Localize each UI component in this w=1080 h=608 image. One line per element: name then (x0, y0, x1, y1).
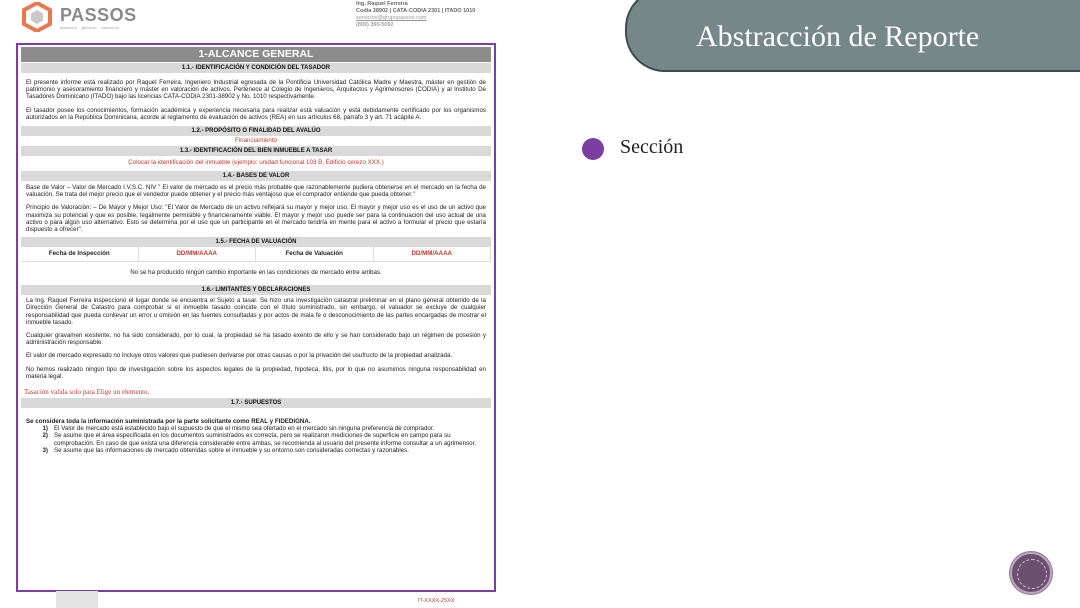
page-footer-tab (56, 591, 98, 608)
list-item-text: Se asume que el área especificada en los documentos suministrados es correcta, pero se realizaron mediciones de superficie en campo para su comprobación. En caso de que exista una diferencia considerable entre ambas, se recomienda al usuario del presente informe consultar a un agrimensor. (54, 432, 477, 447)
list-item (26, 425, 486, 432)
section-1-1-paragraph-2: El tasador posee los conocimientos, formación académica y experiencia necesaria para realizar está valuación y está debidamente certificado por los organismos autorizados en la República Dominicana, acorde al reglamento de evaluación de activos (REA) en sus artículos 68, párrafo 3 y art. 71 acápite A. (26, 106, 486, 121)
section-1-5-title: 1.5.- FECHA DE VALUACIÓN (21, 236, 491, 247)
purpose-value[interactable]: Financiamiento (235, 137, 277, 145)
list-item (26, 447, 486, 454)
section-1-6-paragraph-4: No hemos realizado ningún tipo de investigación sobre los aspectos legales de la propiedad, hipoteca, litis, por lo que no asumimos ninguna responsabilidad en materia legal. (26, 365, 486, 380)
section-1-2-title: 1.2.- PROPÓSITO O FINALIDAD DEL AVALÚO (21, 125, 491, 136)
valuation-date-note: No se ha producido ningún cambio importante en las condiciones de mercado entre ambas. (130, 269, 382, 277)
selected-content-frame[interactable] (16, 43, 496, 592)
section-1-1-title: 1.1.- IDENTIFICACIÓN Y CONDICIÓN DEL TASADOR (21, 62, 491, 73)
logo-tagline: tasación · gestión · asesoría (60, 25, 119, 30)
property-identification-value[interactable]: Colocar la identificación del inmueble (ejemplo: unidad funcional 103 B, Edificio cerezo XXX.) (128, 159, 384, 167)
section-1-3-title: 1.3.- IDENTIFICACIÓN DEL BIEN INMUEBLE A TASAR (21, 145, 491, 156)
passos-logo (22, 0, 142, 36)
valid-for-dropdown[interactable]: Elige un elemento. (96, 388, 150, 397)
section-1-4-paragraph-1: Base de Valor – Valor de Mercado I.V.S.C. NIV " El valor de mercado es el precio más probable que razonablemente pudiera obtenerse en el mercado en la fecha de valuación. Se trata del mejor precio que el vendedor puede obtener y el precio más ventajoso que el comprador entiende que pueda obtener." (26, 184, 486, 199)
report-page (0, 0, 505, 608)
section-label: Sección (620, 136, 684, 158)
contact-block (356, 1, 475, 29)
section-1-6-title: 1.6.- LIMITANTES Y DECLARACIONES (21, 284, 491, 295)
valuation-date-value[interactable]: DD/MM/AAAA (374, 247, 492, 261)
section-1-4-title: 1.4.- BASES DE VALOR (21, 170, 491, 181)
valuation-dates-row (21, 247, 491, 262)
contact-name: Ing. Raquel Ferreira (356, 1, 408, 7)
hexagon-logo-icon (22, 2, 52, 32)
logo-name: PASSOS (60, 5, 137, 25)
seal-logo-icon (1010, 552, 1052, 594)
list-item-number: 3) (42, 446, 48, 454)
contact-email[interactable]: servicios@grupopassos.com (356, 15, 427, 21)
section-1-6-paragraph-2: Cualquier gravamen existente, no ha sido considerado, por lo cual, la propiedad se ha tasado exento de ello y se han considerado bajo un régimen de posesión y administración responsable. (26, 332, 486, 347)
contact-phone: (809) 390-5092 (356, 22, 394, 28)
section-1-1-paragraph-1: El presente informe está realizado por Raquel Ferreira, Ingeniero Industrial egresada de la Pontificia Universidad Católica Madre y Maestra, máster en gestión de patrimonio y asesoramiento financiero y máster en valoración de activos. Pertenece al Colegio de Ingenieros, Arquitectos y Agrimensores (CODIA) y al Instituto De Tasadores Dominicano (ITADO) bajo las licencias CATA-CODIA 2301-38902 y No. 1010 respectivamente. (26, 79, 486, 101)
list-item-number: 1) (42, 425, 48, 433)
section-1-6-paragraph-1: La Ing. Raquel Ferreira inspeccionó el lugar donde se encuentra el Sujeto a tasar. Se hizo una investigación catastral preliminar en el plano general obtenido de la Dirección General de Catastro para comprobar si el inmueble tasado coincide con el título suministrado, sin embargo, el valuador se excluye de cualquier responsabilidad que pueda conllevar un error u omisión en las fuentes consultadas y por actos de mala fe o desconocimiento de las partes encargadas de mostrar el inmueble tasado. (26, 297, 486, 326)
inspection-date-value[interactable]: DD/MM/AAAA (139, 247, 257, 261)
valuation-date-label: Fecha de Valuación (256, 247, 374, 261)
report-code: IT-XXXX-25XX (418, 598, 455, 604)
inspection-date-label: Fecha de Inspección (21, 247, 139, 261)
section-1-7-title: 1.7.- SUPUESTOS (21, 397, 491, 408)
valid-for-prefix: Tasación valida solo para (24, 388, 95, 397)
section-1-7-intro: Se considera toda la información suministrada por la parte solicitante como REAL y FIDEDIGNA. (26, 418, 311, 426)
list-item-number: 2) (42, 432, 48, 440)
bullet-dot-icon (582, 138, 604, 160)
section-1-4-paragraph-2: Principio de Valoración: – De Mayor y Mejor Uso: "El Valor de Mercado de un activo reflejará su mayor y mejor uso. El mayor y mejor uso es el uso de un activo que maximiza su potencial y que es posible, legalmente permisible y financieramente viable. El mayor y mejor uso puede ser para la continuación del uso actual de una activo o para algún uso alternativo. Esto se determina por el uso que un participante en el mercado tendría en mente para el activo a formular el precio que estaría dispuesto a ofrecer". (26, 204, 486, 234)
slide-title: Abstracción de Reporte (696, 20, 980, 53)
section-1-6-paragraph-3: El valor de mercado expresado no incluye otros valores que pudiesen derivarse por otras causas o por la privación del usufructo de la propiedad analizada. (26, 352, 453, 360)
assumptions-list (26, 425, 486, 454)
list-item-text: El Valor de mercado está establecido bajo el supuesto de que el mismo sea ofertado en el mercado sin ninguna preferencia de comprador. (54, 425, 435, 433)
valid-for-line (24, 388, 488, 397)
contact-codes: Codia 38902 | CATA-CODIA 2301 | ITADO 1010 (356, 8, 476, 14)
list-item (26, 432, 486, 446)
main-title: 1-ALCANCE GENERAL (21, 47, 491, 62)
list-item-text: Se asume que las informaciones de mercado obtenidas sobre el inmueble y su entorno son consideradas correctas y razonables. (54, 446, 409, 454)
